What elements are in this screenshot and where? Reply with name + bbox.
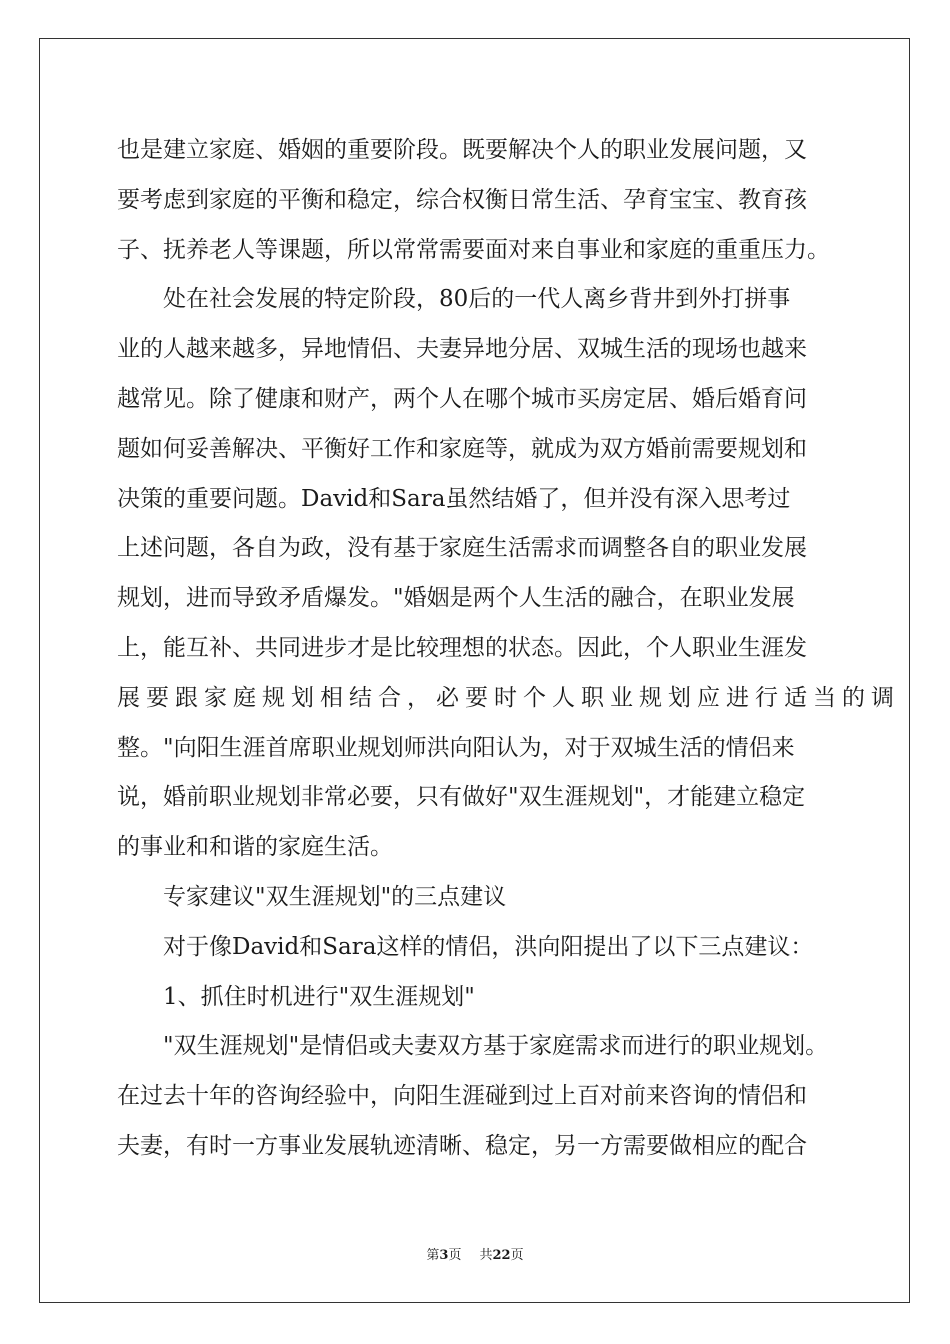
text-line: 说，婚前职业规划非常必要，只有做好"双生涯规划"，才能建立稳定 [117,784,806,811]
paragraph-start-line: "双生涯规划"是情侣或夫妻双方基于家庭需求而进行的职业规划。 [163,1033,829,1060]
text-line: 规划，进而导致矛盾爆发。"婚姻是两个人生活的融合，在职业发展 [117,585,795,612]
document-body [117,126,900,1172]
text-line: 要考虑到家庭的平衡和稳定，综合权衡日常生活、孕育宝宝、教育孩 [117,186,807,213]
page-unit: 页 [448,1248,462,1263]
text-line: 决策的重要问题。David和Sara虽然结婚了，但并没有深入思考过 [117,485,791,512]
subsection-heading: 1、抓住时机进行"双生涯规划" [163,983,475,1010]
total-prefix: 共 [479,1248,493,1263]
text-line: 也是建立家庭、婚姻的重要阶段。既要解决个人的职业发展问题，又 [117,137,807,163]
total-unit: 页 [510,1248,524,1263]
page-footer [0,1244,950,1263]
text-line: 在过去十年的咨询经验中，向阳生涯碰到过上百对前来咨询的情侣和 [117,1083,807,1110]
section-heading: 专家建议"双生涯规划"的三点建议 [163,883,507,910]
paragraph-start-line: 处在社会发展的特定阶段，80后的一代人离乡背井到外打拼事 [163,286,791,313]
text-line: 夫妻，有时一方事业发展轨迹清晰、稳定，另一方需要做相应的配合 [117,1132,807,1159]
text-line: 题如何妥善解决、平衡好工作和家庭等，就成为双方婚前需要规划和 [117,435,807,462]
text-line: 越常见。除了健康和财产，两个人在哪个城市买房定居、婚后婚育问 [117,385,807,412]
text-line: 上，能互补、共同进步才是比较理想的状态。因此，个人职业生涯发 [117,634,807,661]
page-prefix: 第 [426,1248,440,1263]
text-line: 上述问题，各自为政，没有基于家庭生活需求而调整各自的职业发展 [117,535,807,562]
text-line: 业的人越来越多，异地情侣、夫妻异地分居、双城生活的现场也越来 [117,336,807,363]
text-line: 展要跟家庭规划相结合，必要时个人职业规划应进行适当的调 [117,684,900,711]
text-line: 子、抚养老人等课题，所以常常需要面对来自事业和家庭的重重压力。 [117,236,830,263]
page-current: 3 [439,1248,449,1263]
text-line: 的事业和和谐的家庭生活。 [117,834,393,861]
paragraph-start-line: 对于像David和Sara这样的情侣，洪向阳提出了以下三点建议： [163,933,814,960]
text-line: 整。"向阳生涯首席职业规划师洪向阳认为，对于双城生活的情侣来 [117,734,795,761]
page-total: 22 [492,1248,511,1263]
